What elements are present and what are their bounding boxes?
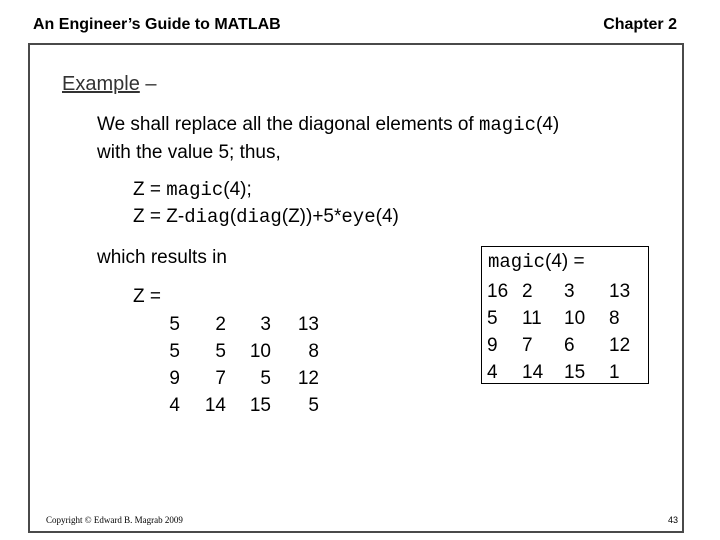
intro-line-2: with the value 5; thus, xyxy=(97,142,281,163)
z-row xyxy=(150,311,319,338)
z-cell: 14 xyxy=(204,395,226,416)
result-text: which results in xyxy=(97,247,227,268)
z-row xyxy=(150,392,319,419)
magic-title-func: magic xyxy=(488,251,546,273)
z-output-matrix xyxy=(150,311,319,419)
example-dash: – xyxy=(145,73,157,95)
z-cell: 5 xyxy=(308,395,319,416)
code-line-2 xyxy=(133,206,399,228)
magic-cell: 10 xyxy=(564,308,586,329)
code1-func: magic xyxy=(166,179,224,201)
z-cell: 5 xyxy=(169,341,180,362)
code-line-1 xyxy=(133,179,252,201)
z-output-label: Z = xyxy=(133,286,161,307)
magic-cell: 7 xyxy=(522,335,533,356)
magic-cell: 6 xyxy=(564,335,575,356)
magic-row xyxy=(487,359,644,386)
z-cell: 5 xyxy=(169,314,180,335)
code1-suffix: (4); xyxy=(223,179,252,200)
code2-diag-outer: diag xyxy=(184,206,230,228)
magic-cell: 12 xyxy=(609,335,631,356)
magic-cell: 16 xyxy=(487,281,509,302)
chapter-label: Chapter 2 xyxy=(603,16,677,33)
z-cell: 8 xyxy=(308,341,319,362)
magic-cell: 3 xyxy=(564,281,575,302)
z-cell: 3 xyxy=(260,314,271,335)
magic-row xyxy=(487,332,644,359)
magic-cell: 2 xyxy=(522,281,533,302)
magic-cell: 14 xyxy=(522,362,544,383)
magic-row xyxy=(487,278,644,305)
code1-prefix: Z = xyxy=(133,179,167,200)
magic-output-box xyxy=(481,246,649,384)
magic-cell: 13 xyxy=(609,281,631,302)
intro-magic-code: magic xyxy=(479,114,537,136)
code2-prefix: Z = Z- xyxy=(133,206,185,227)
z-row xyxy=(150,338,319,365)
code2-diag-inner: diag xyxy=(236,206,282,228)
z-cell: 15 xyxy=(249,395,271,416)
intro-magic-args: (4) xyxy=(536,114,560,135)
intro-text: We shall replace all the diagonal elements of xyxy=(97,114,479,135)
magic-cell: 5 xyxy=(487,308,498,329)
magic-cell: 9 xyxy=(487,335,498,356)
page-number: 43 xyxy=(667,515,678,525)
z-cell: 7 xyxy=(215,368,226,389)
z-row xyxy=(150,365,319,392)
code2-eye: eye xyxy=(341,206,376,228)
magic-cell: 8 xyxy=(609,308,620,329)
copyright-notice: Copyright © Edward B. Magrab 2009 xyxy=(46,515,183,525)
intro-line-1 xyxy=(97,114,559,136)
example-word: Example xyxy=(62,73,140,95)
magic-output-matrix xyxy=(487,278,644,386)
z-cell: 5 xyxy=(260,368,271,389)
z-cell: 5 xyxy=(215,341,226,362)
magic-title-rest: (4) = xyxy=(545,251,585,272)
book-title: An Engineer’s Guide to MATLAB xyxy=(33,16,281,33)
magic-cell: 15 xyxy=(564,362,586,383)
z-cell: 12 xyxy=(297,368,319,389)
code2-end: (4) xyxy=(375,206,399,227)
magic-cell: 1 xyxy=(609,362,620,383)
magic-row xyxy=(487,305,644,332)
example-heading xyxy=(62,73,157,96)
code2-rest: (Z))+5* xyxy=(281,206,342,227)
code2-paren: ( xyxy=(229,206,237,227)
z-cell: 2 xyxy=(215,314,226,335)
z-cell: 13 xyxy=(297,314,319,335)
z-cell: 10 xyxy=(249,341,271,362)
z-cell: 9 xyxy=(169,368,180,389)
magic-cell: 11 xyxy=(522,308,542,329)
magic-output-title xyxy=(488,251,585,273)
magic-cell: 4 xyxy=(487,362,498,383)
z-cell: 4 xyxy=(169,395,180,416)
